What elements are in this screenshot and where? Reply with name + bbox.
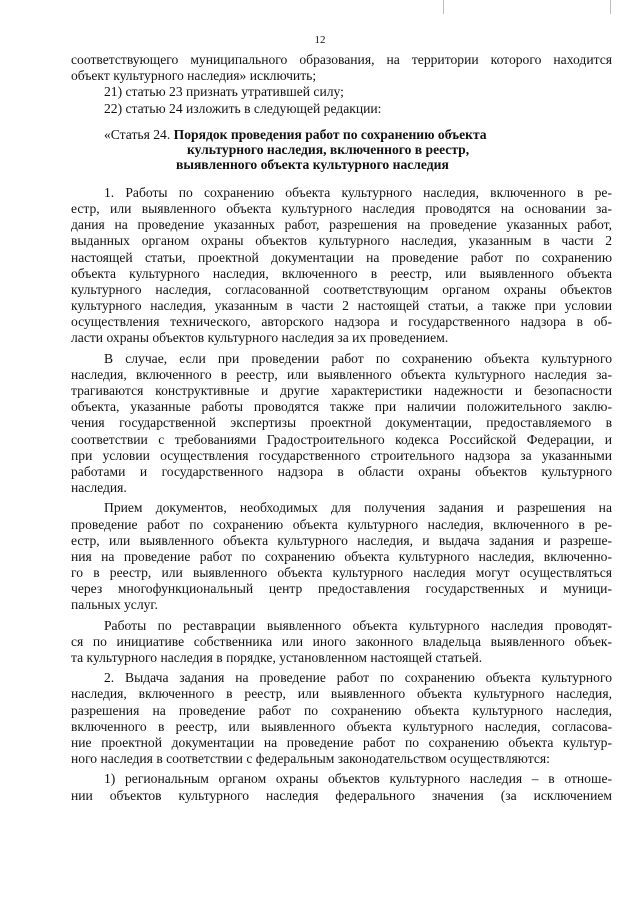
text-line: работами и государственного надзора в области охраны объектов культурного <box>71 463 612 479</box>
paragraph <box>71 185 612 347</box>
text-line: ния на проведение работ по сохранению объекта культурного наследия, включенно- <box>71 548 612 564</box>
article-title-line: Порядок проведения работ по сохранению объекта <box>173 126 487 142</box>
text-line: наследия, включенного в реестр, или выявленного объекта культурного наследия, <box>71 686 612 702</box>
article-title-line: выявленного объекта культурного наследия <box>176 156 449 172</box>
text-line: выданных органом охраны объектов культурного наследия, указанным в части 2 <box>71 233 612 249</box>
text-line: разрешения на проведение работ по сохранению объекта культурного наследия, <box>71 702 612 718</box>
text-line: нии объектов культурного наследия федерального значения (за исключением <box>71 787 612 803</box>
text-line: соответствии с требованиями Градостроительного кодекса Российской Федерации, и <box>71 431 612 447</box>
paragraph <box>71 618 612 667</box>
text-line: наследия, включенного в реестр, или выявленного объекта культурного наследия за- <box>71 366 612 382</box>
text-line: Работы по реставрации выявленного объекта культурного наследия проводят- <box>104 617 612 633</box>
scan-margin-mark <box>610 0 611 14</box>
text-line: естр, или выявленного объекта культурного наследия проводятся на основании за- <box>71 200 612 216</box>
text-line: объект культурного наследия» исключить; <box>71 68 317 84</box>
text-line: 22) статью 24 изложить в следующей редакции: <box>104 100 382 116</box>
document-body <box>71 52 612 804</box>
paragraph <box>71 670 612 767</box>
text-line: та культурного наследия в порядке, установленном настоящей статьей. <box>71 650 483 665</box>
text-line: через многофункциональный центр предоставления государственных и муници- <box>71 581 612 597</box>
text-line: 2. Выдача задания на проведение работ по сохранению объекта культурного <box>104 670 612 686</box>
text-line: ного наследия в соответствии с федеральным законодательством осуществляются: <box>71 751 550 767</box>
text-line: В случае, если при проведении работ по сохранению объекта культурного <box>104 350 612 366</box>
text-line: Прием документов, необходимых для получения задания и разрешения на <box>104 500 612 516</box>
text-line: 1. Работы по сохранению объекта культурного наследия, включенного в ре- <box>104 184 612 200</box>
text-line: естр, или выявленного объекта культурного наследия, и выдача задания и разреше- <box>71 532 612 548</box>
text-line: го в реестр, или выявленного объекта культурного наследия могут осуществляться <box>71 565 612 581</box>
text-line: дания на проведение указанных работ, разрешения на проведение указанных работ, <box>71 217 612 233</box>
text-line: культурного наследия, согласованной соответствующим органом охраны объектов <box>71 281 612 297</box>
text-line: соответствующего муниципального образования, на территории которого находится <box>71 52 612 67</box>
paragraph <box>71 771 612 803</box>
article-prefix: «Статья 24. <box>104 126 171 142</box>
text-line: ние проектной документации на проведение работ по сохранению объекта культур- <box>71 734 612 750</box>
text-line: чения государственной экспертизы проектной документации, предоставляемого в <box>71 415 612 431</box>
text-line: 1) региональным органом охраны объектов культурного наследия – в отноше- <box>104 771 612 787</box>
article-title-line: культурного наследия, включенного в реестр, <box>187 141 470 157</box>
text-line: осуществления технического, авторского надзора и государственного надзора в об- <box>71 314 612 330</box>
text-line: включенного в реестр, или выявленного объекта культурного наследия, согласова- <box>71 718 612 734</box>
paragraph <box>71 351 612 497</box>
paragraphs <box>71 185 612 804</box>
text-line: настоящей статьи, проектной документации на проведение работ по сохранению <box>71 249 612 265</box>
text-line: пальных услуг. <box>71 597 158 613</box>
page-number: 12 <box>314 34 326 46</box>
text-line: при условии осуществления государственного строительного надзора за указанными <box>71 447 612 463</box>
article-heading <box>71 127 612 172</box>
text-line: ласти охраны объектов культурного наследия за их проведением. <box>71 330 449 346</box>
text-line: трагиваются конструктивные и другие характеристики надежности и безопасности <box>71 383 612 398</box>
text-line: ся по инициативе собственника или иного законного владельца выявленного объек- <box>71 633 612 649</box>
text-line: объекта, указанные работы проводятся также при наличии положительного заклю- <box>71 399 612 415</box>
text-line: проведение работ по сохранению объекта культурного наследия, включенного в ре- <box>71 516 612 532</box>
text-line: наследия. <box>71 480 127 496</box>
text-line: 21) статью 23 признать утратившей силу; <box>104 84 344 100</box>
scan-margin-mark <box>443 0 444 14</box>
paragraph <box>71 500 612 613</box>
text-line: культурного наследия, указанным в части 2 настоящей статьи, а также при условии <box>71 298 612 314</box>
text-line: объекта культурного наследия, включенного в реестр, или выявленного объекта <box>71 265 612 281</box>
